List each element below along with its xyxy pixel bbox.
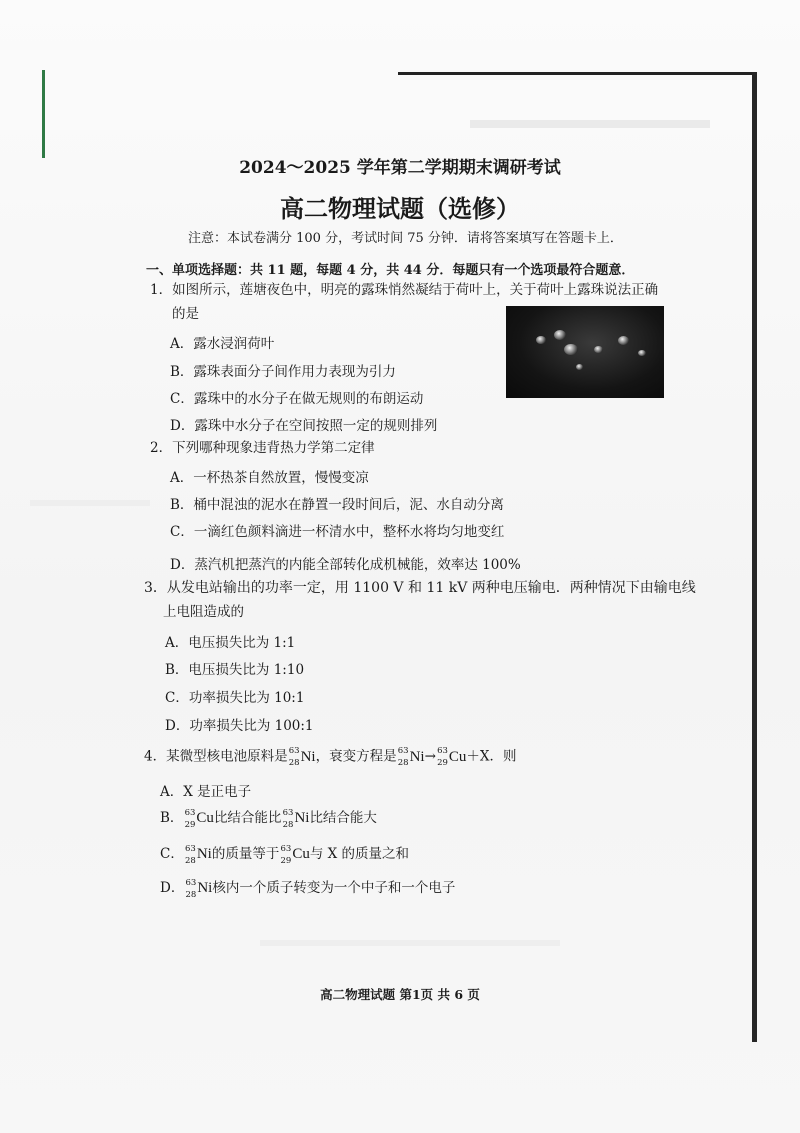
nuclide-ni-notation: 63 28 (185, 843, 196, 866)
bleed-through-mark (470, 120, 710, 128)
nuclide-ni-notation: 63 28 (397, 746, 409, 768)
dew-drop (576, 364, 583, 370)
dew-drop (594, 346, 603, 353)
page-edge-top (398, 72, 754, 75)
nuclide-cu-notation: 63 29 (437, 746, 448, 768)
dew-on-lotus-photo (506, 306, 664, 398)
question-4-stem-part-4: ＋X．则 (466, 748, 517, 765)
question-4-option-b: B． 63 29 Cu比结合能比 63 28 Ni比结合能大 (160, 807, 377, 830)
nuclide-ni-notation: 63 28 (288, 746, 300, 768)
nuclide-cu-symbol: Cu (448, 749, 467, 765)
question-2-stem: 2．下列哪种现象违背热力学第二定律 (150, 440, 375, 456)
question-1-stem-line-2: 的是 (172, 306, 199, 322)
question-3-option-b: B．电压损失比为 1:10 (165, 662, 305, 678)
question-4-stem-part-2: ，衰变方程是 (315, 748, 397, 765)
question-3-stem-line-2: 上电阻造成的 (163, 604, 244, 620)
nuclide-ni-notation: 63 28 (185, 877, 197, 900)
question-2-option-a: A．一杯热茶自然放置，慢慢变凉 (170, 470, 369, 486)
nuclide-ni-notation: 63 28 (282, 807, 294, 830)
question-4-stem-part-1: 4．某微型核电池原料是 (144, 748, 288, 765)
exam-main-title: 高二物理试题（选修） (280, 194, 520, 223)
bleed-through-mark (260, 940, 560, 946)
question-4-option-c: C． 63 28 Ni的质量等于 63 29 Cu与 X 的质量之和 (160, 843, 410, 866)
exam-year-title: 2024～2025 学年第二学期期末调研考试 (239, 158, 561, 178)
question-2-option-b: B．桶中混浊的泥水在静置一段时间后，泥、水自动分离 (170, 497, 504, 513)
question-2-option-c: C．一滴红色颜料滴进一杯清水中，整杯水将均匀地变红 (170, 524, 505, 540)
question-3-option-d: D．功率损失比为 100:1 (165, 718, 314, 734)
question-4-stem (144, 746, 517, 768)
nuclide-cu-notation: 63 29 (280, 843, 292, 866)
section-title: 一、单项选择题：共 11 题，每题 4 分，共 44 分．每题只有一个选项最符合题意． (146, 263, 635, 278)
dew-drop (564, 344, 578, 355)
dew-drop (638, 350, 646, 356)
question-1-option-b: B．露珠表面分子间作用力表现为引力 (170, 364, 396, 380)
page-edge-left (42, 70, 45, 158)
question-3-option-c: C．功率损失比为 10:1 (165, 690, 305, 706)
exam-notice: 注意：本试卷满分 100 分，考试时间 75 分钟．请将答案填写在答题卡上． (188, 231, 623, 246)
question-4-option-a: A．X 是正电子 (160, 784, 252, 800)
question-3-option-a: A．电压损失比为 1:1 (165, 635, 296, 651)
nuclide-ni-symbol: Ni (300, 749, 316, 765)
question-4-option-d: D． 63 28 Ni核内一个质子转变为一个中子和一个电子 (160, 877, 456, 900)
dew-drop (554, 330, 566, 340)
nuclide-cu-notation: 63 29 (184, 807, 196, 830)
question-1-stem-line-1: 1．如图所示，莲塘夜色中，明亮的露珠悄然凝结于荷叶上，关于荷叶上露珠说法正确 (150, 282, 659, 298)
question-1-option-a: A．露水浸润荷叶 (170, 336, 275, 352)
bleed-through-mark (30, 500, 150, 506)
question-3-stem-line-1: 3．从发电站输出的功率一定，用 1100 V 和 11 kV 两种电压输电．两种情况下由输电线 (144, 580, 696, 596)
nuclide-ni-symbol: Ni (409, 749, 425, 765)
dew-drop (618, 336, 629, 345)
question-1-option-d: D．露珠中水分子在空间按照一定的规则排列 (170, 418, 438, 434)
decay-arrow: → (424, 748, 436, 765)
dew-drop (536, 336, 546, 344)
question-1-option-c: C．露珠中的水分子在做无规则的布朗运动 (170, 391, 424, 407)
page-footer: 高二物理试题 第1页 共 6 页 (320, 987, 480, 1002)
question-2-option-d: D．蒸汽机把蒸汽的内能全部转化成机械能，效率达 100% (170, 557, 521, 573)
